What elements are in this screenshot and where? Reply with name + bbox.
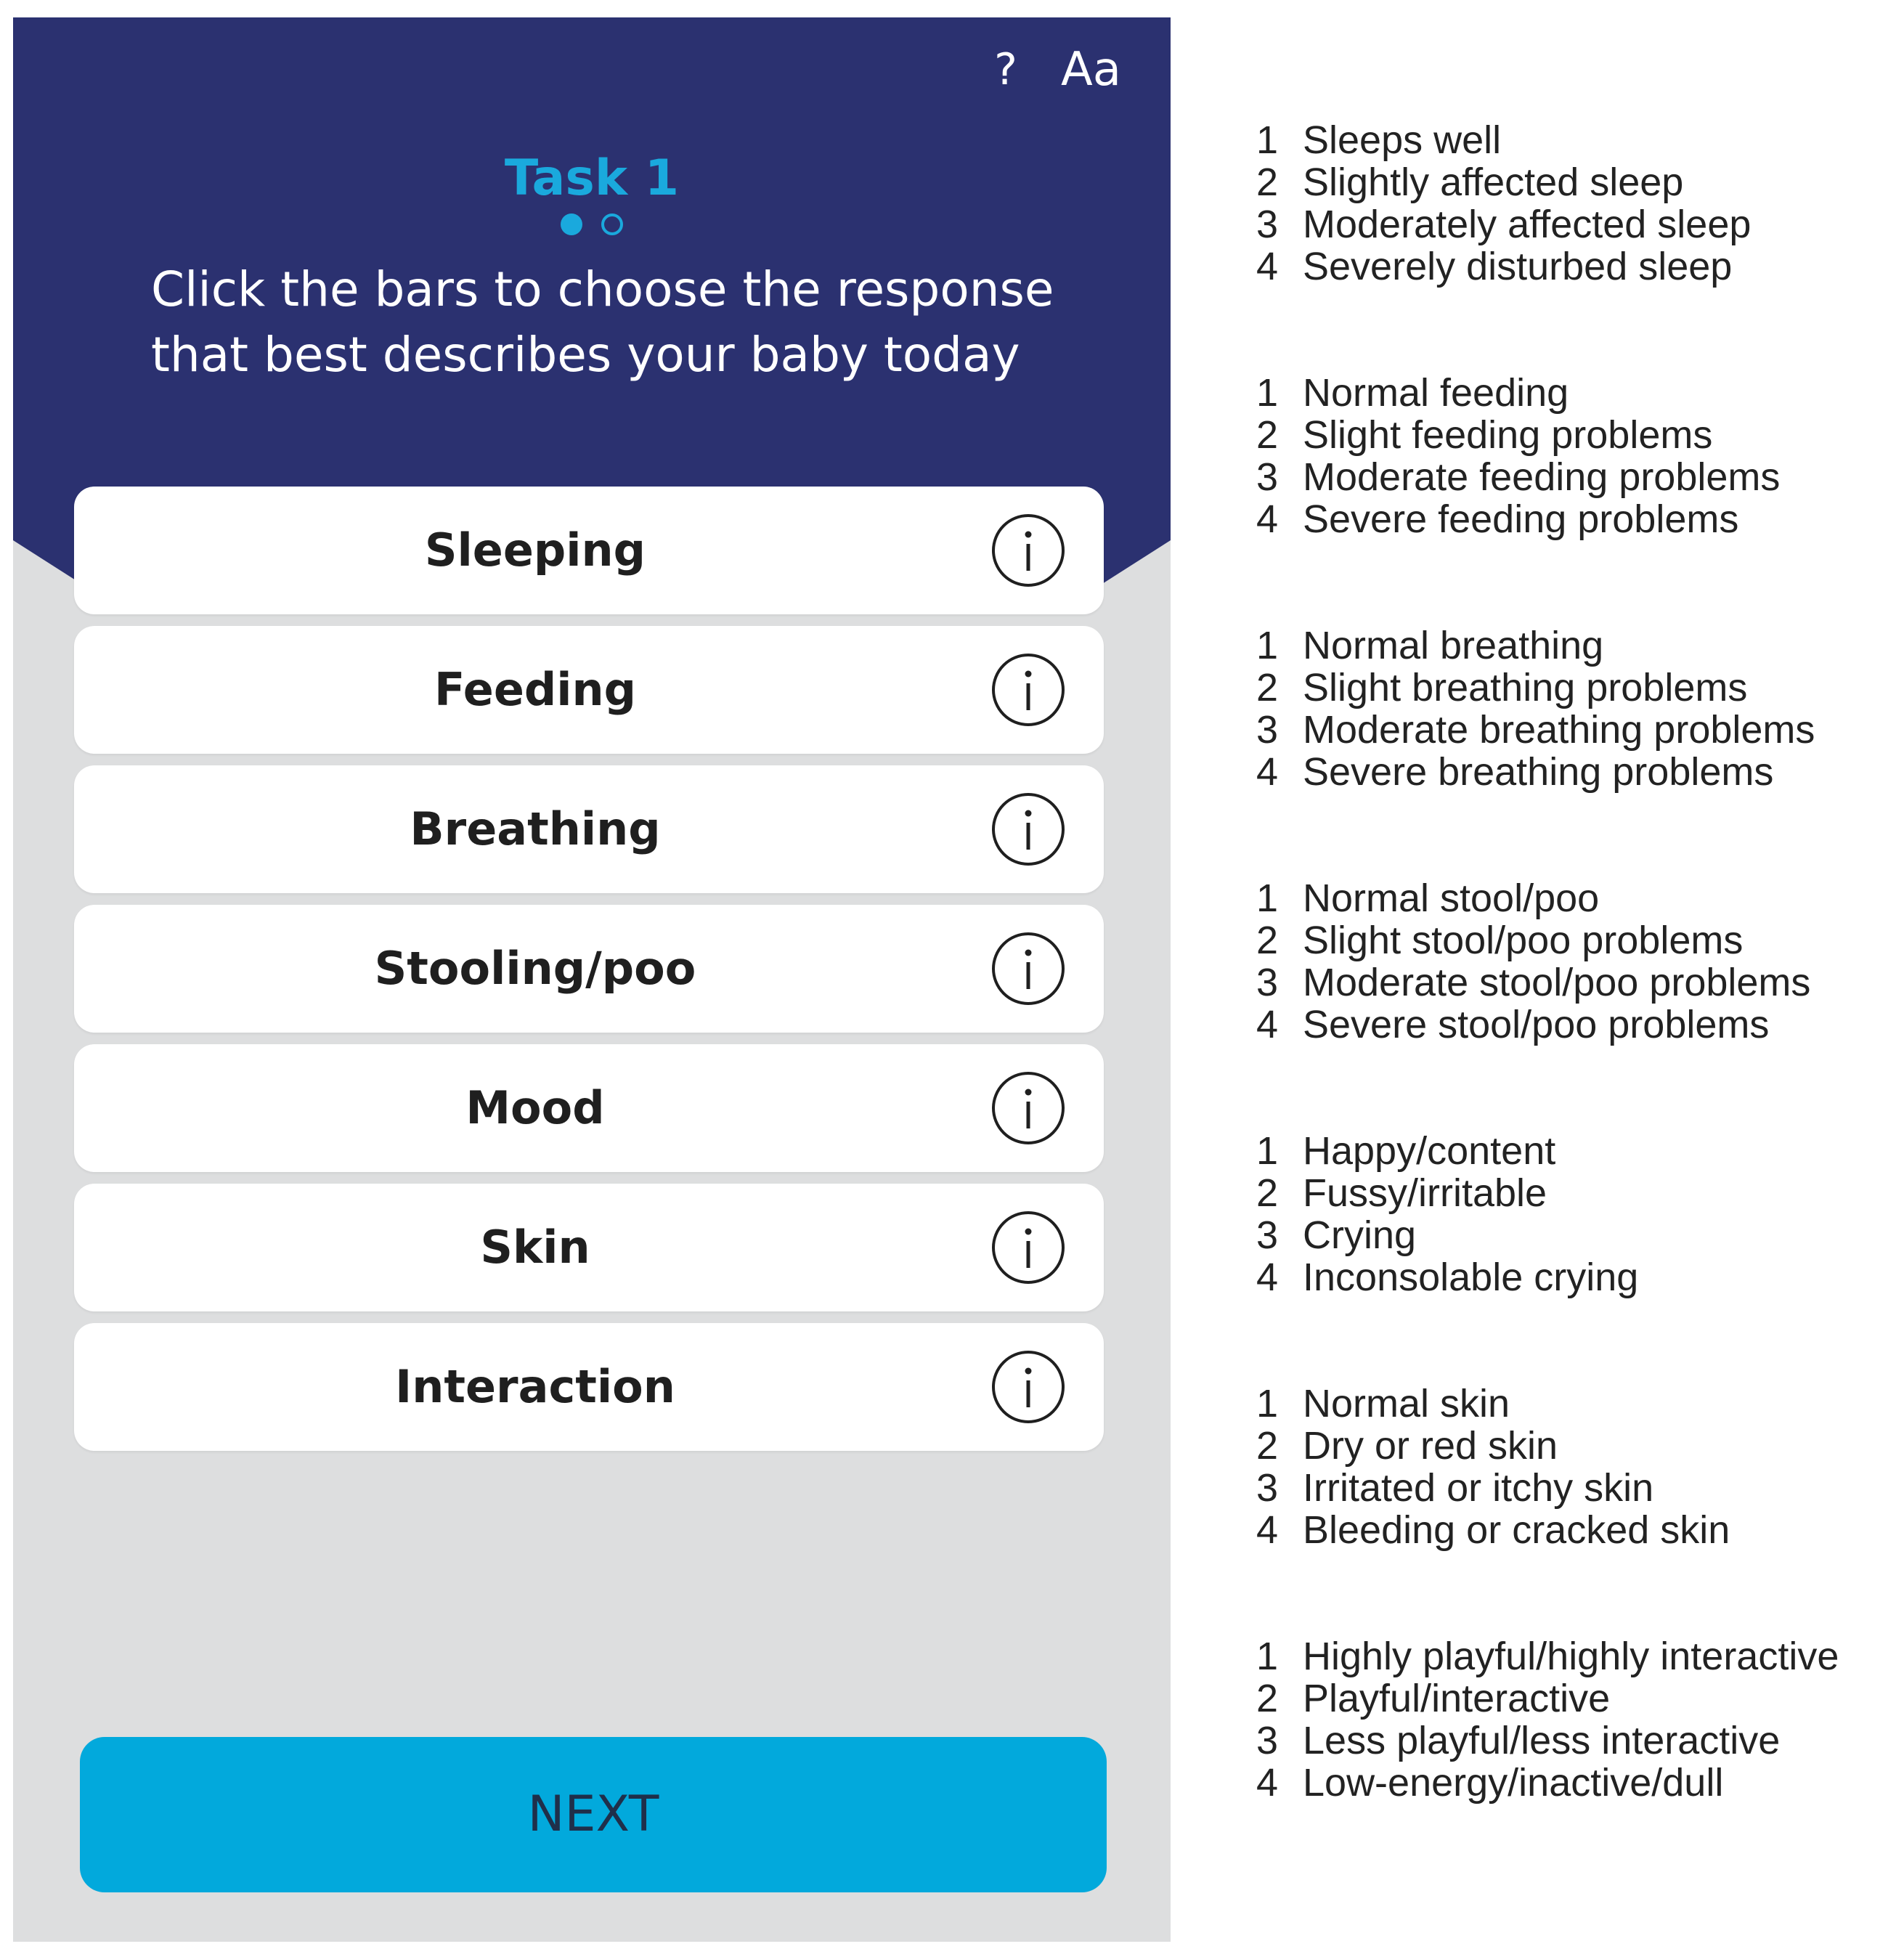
- legend-number: 4: [1256, 750, 1279, 794]
- info-icon[interactable]: [990, 513, 1066, 588]
- legend-group-stooling: [1256, 877, 1895, 1046]
- legend-item: [1256, 1214, 1895, 1256]
- legend-number: 3: [1256, 1213, 1279, 1257]
- legend-text: Low-energy/inactive/dull: [1303, 1761, 1724, 1805]
- bar-label: Interaction: [395, 1360, 675, 1413]
- legend-number: 3: [1256, 1466, 1279, 1510]
- legend-text: Dry or red skin: [1303, 1424, 1558, 1468]
- legend-group-interaction: [1256, 1635, 1895, 1804]
- legend-item: [1256, 1172, 1895, 1214]
- legend-text: Normal breathing: [1303, 624, 1604, 667]
- legend-number: 3: [1256, 961, 1279, 1004]
- legend-text: Highly playful/highly interactive: [1303, 1635, 1839, 1678]
- legend-item: [1256, 1425, 1895, 1467]
- legend-item: [1256, 709, 1895, 751]
- response-scale-legend: [1256, 119, 1895, 1888]
- legend-number: 1: [1256, 118, 1279, 162]
- bar-label: Sleeping: [424, 524, 646, 577]
- bar-label: Stooling/poo: [374, 942, 696, 995]
- info-icon[interactable]: [990, 1210, 1066, 1285]
- legend-text: Slight breathing problems: [1303, 666, 1748, 709]
- instruction-text: [151, 257, 1110, 388]
- legend-text: Severe feeding problems: [1303, 497, 1739, 541]
- legend-item: [1256, 667, 1895, 709]
- legend-text: Slight stool/poo problems: [1303, 919, 1744, 962]
- page-dot-inactive: [601, 213, 623, 235]
- bar-label: Mood: [465, 1081, 605, 1134]
- legend-text: Normal feeding: [1303, 371, 1569, 415]
- legend-text: Moderate breathing problems: [1303, 708, 1815, 752]
- legend-item: [1256, 161, 1895, 203]
- legend-item: [1256, 961, 1895, 1004]
- legend-text: Bleeding or cracked skin: [1303, 1508, 1730, 1552]
- legend-text: Moderate stool/poo problems: [1303, 961, 1811, 1004]
- next-button[interactable]: NEXT: [80, 1737, 1107, 1892]
- legend-item: [1256, 1720, 1895, 1762]
- legend-text: Slightly affected sleep: [1303, 160, 1684, 204]
- legend-number: 2: [1256, 1171, 1279, 1215]
- legend-number: 3: [1256, 708, 1279, 752]
- legend-item: [1256, 414, 1895, 456]
- legend-number: 3: [1256, 455, 1279, 499]
- legend-item: [1256, 1256, 1895, 1298]
- task-title: Task 1: [504, 150, 680, 207]
- legend-number: 2: [1256, 1424, 1279, 1468]
- legend-item: [1256, 456, 1895, 498]
- legend-text: Playful/interactive: [1303, 1677, 1611, 1720]
- legend-item: [1256, 1467, 1895, 1509]
- legend-number: 2: [1256, 666, 1279, 709]
- legend-number: 4: [1256, 497, 1279, 541]
- legend-text: Moderately affected sleep: [1303, 203, 1752, 246]
- legend-item: [1256, 919, 1895, 961]
- legend-number: 1: [1256, 624, 1279, 667]
- app-screen: [13, 17, 1171, 1942]
- bar-stooling[interactable]: [74, 905, 1104, 1033]
- legend-number: 3: [1256, 203, 1279, 246]
- legend-number: 4: [1256, 245, 1279, 288]
- legend-text: Fussy/irritable: [1303, 1171, 1547, 1215]
- bar-label: Skin: [480, 1221, 590, 1274]
- legend-number: 2: [1256, 413, 1279, 457]
- legend-text: Sleeps well: [1303, 118, 1502, 162]
- legend-text: Less playful/less interactive: [1303, 1719, 1781, 1762]
- bar-mood[interactable]: [74, 1044, 1104, 1172]
- legend-number: 1: [1256, 876, 1279, 920]
- legend-number: 2: [1256, 919, 1279, 962]
- bar-label: Feeding: [434, 663, 637, 716]
- bar-breathing[interactable]: [74, 765, 1104, 893]
- legend-item: [1256, 1383, 1895, 1425]
- bar-label: Breathing: [410, 802, 661, 855]
- legend-text: Inconsolable crying: [1303, 1256, 1639, 1299]
- legend-text: Normal skin: [1303, 1382, 1510, 1425]
- bar-sleeping[interactable]: [74, 487, 1104, 614]
- legend-item: [1256, 1635, 1895, 1677]
- legend-item: [1256, 751, 1895, 793]
- legend-number: 4: [1256, 1761, 1279, 1805]
- legend-number: 1: [1256, 1635, 1279, 1678]
- legend-text: Severely disturbed sleep: [1303, 245, 1733, 288]
- legend-text: Happy/content: [1303, 1129, 1556, 1173]
- legend-group-breathing: [1256, 624, 1895, 793]
- legend-group-mood: [1256, 1130, 1895, 1298]
- legend-text: Moderate feeding problems: [1303, 455, 1781, 499]
- symptom-bars: [74, 487, 1104, 1462]
- info-icon[interactable]: [990, 652, 1066, 728]
- legend-item: [1256, 1677, 1895, 1720]
- legend-item: [1256, 498, 1895, 540]
- bar-interaction[interactable]: [74, 1323, 1104, 1451]
- legend-number: 4: [1256, 1256, 1279, 1299]
- legend-number: 3: [1256, 1719, 1279, 1762]
- legend-number: 1: [1256, 371, 1279, 415]
- legend-text: Normal stool/poo: [1303, 876, 1600, 920]
- info-icon[interactable]: [990, 1349, 1066, 1425]
- legend-item: [1256, 1004, 1895, 1046]
- legend-item: [1256, 1130, 1895, 1172]
- legend-text: Severe breathing problems: [1303, 750, 1774, 794]
- legend-text: Crying: [1303, 1213, 1417, 1257]
- legend-item: [1256, 245, 1895, 288]
- instruction-line-2: that best describes your baby today: [151, 327, 1020, 383]
- legend-number: 2: [1256, 160, 1279, 204]
- legend-number: 1: [1256, 1129, 1279, 1173]
- legend-text: Irritated or itchy skin: [1303, 1466, 1654, 1510]
- help-button[interactable]: ?: [994, 44, 1017, 95]
- font-size-button[interactable]: Aa: [1061, 43, 1121, 97]
- legend-text: Slight feeding problems: [1303, 413, 1713, 457]
- info-icon[interactable]: [990, 931, 1066, 1006]
- top-actions: [994, 43, 1121, 97]
- instruction-line-1: Click the bars to choose the response: [151, 261, 1054, 317]
- legend-item: [1256, 624, 1895, 667]
- legend-item: [1256, 1762, 1895, 1804]
- bar-feeding[interactable]: [74, 626, 1104, 754]
- info-icon[interactable]: [990, 1070, 1066, 1146]
- legend-text: Severe stool/poo problems: [1303, 1003, 1770, 1046]
- legend-item: [1256, 372, 1895, 414]
- legend-number: 2: [1256, 1677, 1279, 1720]
- legend-item: [1256, 1509, 1895, 1551]
- page-indicator: [13, 213, 1171, 235]
- legend-item: [1256, 203, 1895, 245]
- bar-skin[interactable]: [74, 1184, 1104, 1311]
- legend-group-sleeping: [1256, 119, 1895, 288]
- legend-item: [1256, 119, 1895, 161]
- legend-item: [1256, 877, 1895, 919]
- legend-number: 4: [1256, 1508, 1279, 1552]
- legend-group-feeding: [1256, 372, 1895, 540]
- legend-group-skin: [1256, 1383, 1895, 1551]
- info-icon[interactable]: [990, 792, 1066, 867]
- legend-number: 4: [1256, 1003, 1279, 1046]
- legend-number: 1: [1256, 1382, 1279, 1425]
- page-dot-active: [561, 213, 582, 235]
